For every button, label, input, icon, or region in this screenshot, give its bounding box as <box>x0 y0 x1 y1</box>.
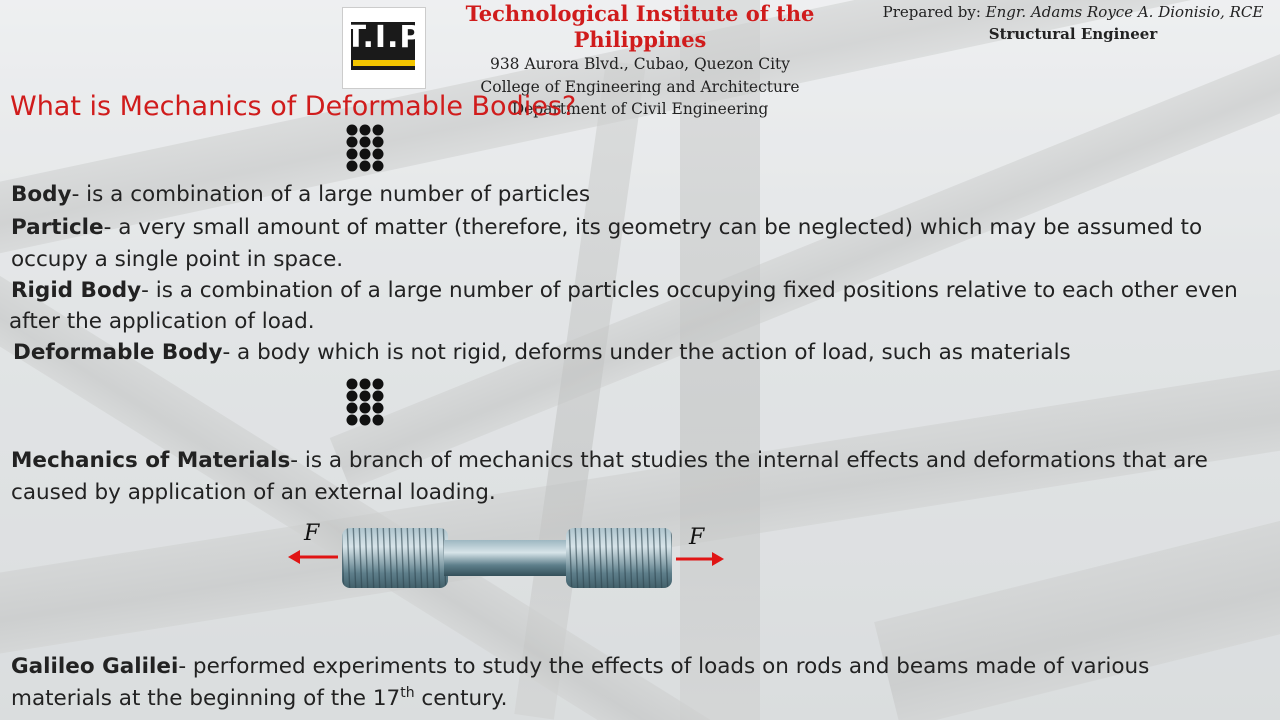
prepared-by <box>858 1 1280 45</box>
rigid-particle-cluster-icon <box>346 124 384 172</box>
def-particle-cont: occupy a single point in space. <box>11 247 344 272</box>
def-deformable-body: Deformable Body- a body which is not rigid, deforms under the action of load, such as materials <box>13 340 1071 365</box>
def-body: Body- is a combination of a large number of particles <box>11 182 591 207</box>
term-body: Body <box>11 182 72 207</box>
threaded-rod-figure <box>280 520 740 596</box>
deformable-particle-cluster-icon <box>346 378 384 426</box>
arrow-right-icon <box>676 552 724 566</box>
term-rigid-body: Rigid Body <box>11 278 142 303</box>
def-mechanics-of-materials: Mechanics of Materials- is a branch of mechanics that studies the internal effects and deformations that are <box>11 448 1208 473</box>
preparer-role: Structural Engineer <box>988 25 1158 43</box>
force-label-left: F <box>304 521 320 546</box>
def-galileo: Galileo Galilei- performed experiments to study the effects of loads on rods and beams made of various <box>11 654 1150 679</box>
term-galileo: Galileo Galilei <box>11 654 179 679</box>
preparer-name: Engr. Adams Royce A. Dionisio, RCE <box>985 3 1264 21</box>
def-particle: Particle- a very small amount of matter (therefore, its geometry can be neglected) which may be assumed to <box>11 215 1203 240</box>
rod-left-thread <box>342 528 448 588</box>
def-rigid-body: Rigid Body- is a combination of a large number of particles occupying fixed positions relative to each other even <box>11 278 1238 303</box>
logo-text: T.I.P <box>345 20 423 55</box>
def-galileo-cont: materials at the beginning of the 17th century. <box>11 684 508 711</box>
tip-logo <box>342 7 426 89</box>
force-label-right: F <box>689 525 705 550</box>
school-name: Technological Institute of the Philippines <box>465 1 815 52</box>
def-mechanics-cont: caused by application of an external loading. <box>11 480 496 505</box>
school-department: Department of Civil Engineering <box>511 100 769 118</box>
prepared-label: Prepared by: <box>882 3 981 21</box>
term-particle: Particle <box>11 215 104 240</box>
school-address: 938 Aurora Blvd., Cubao, Quezon City <box>489 55 791 73</box>
slide-title: What is Mechanics of Deformable Bodies? <box>10 91 577 122</box>
rod-shank <box>444 540 570 576</box>
school-college: College of Engineering and Architecture <box>480 77 800 96</box>
term-deformable-body: Deformable Body <box>13 340 223 365</box>
def-rigid-body-cont: after the application of load. <box>9 309 315 334</box>
term-mechanics-of-materials: Mechanics of Materials <box>11 448 291 473</box>
arrow-left-icon <box>288 550 338 564</box>
rod-right-thread <box>566 528 672 588</box>
